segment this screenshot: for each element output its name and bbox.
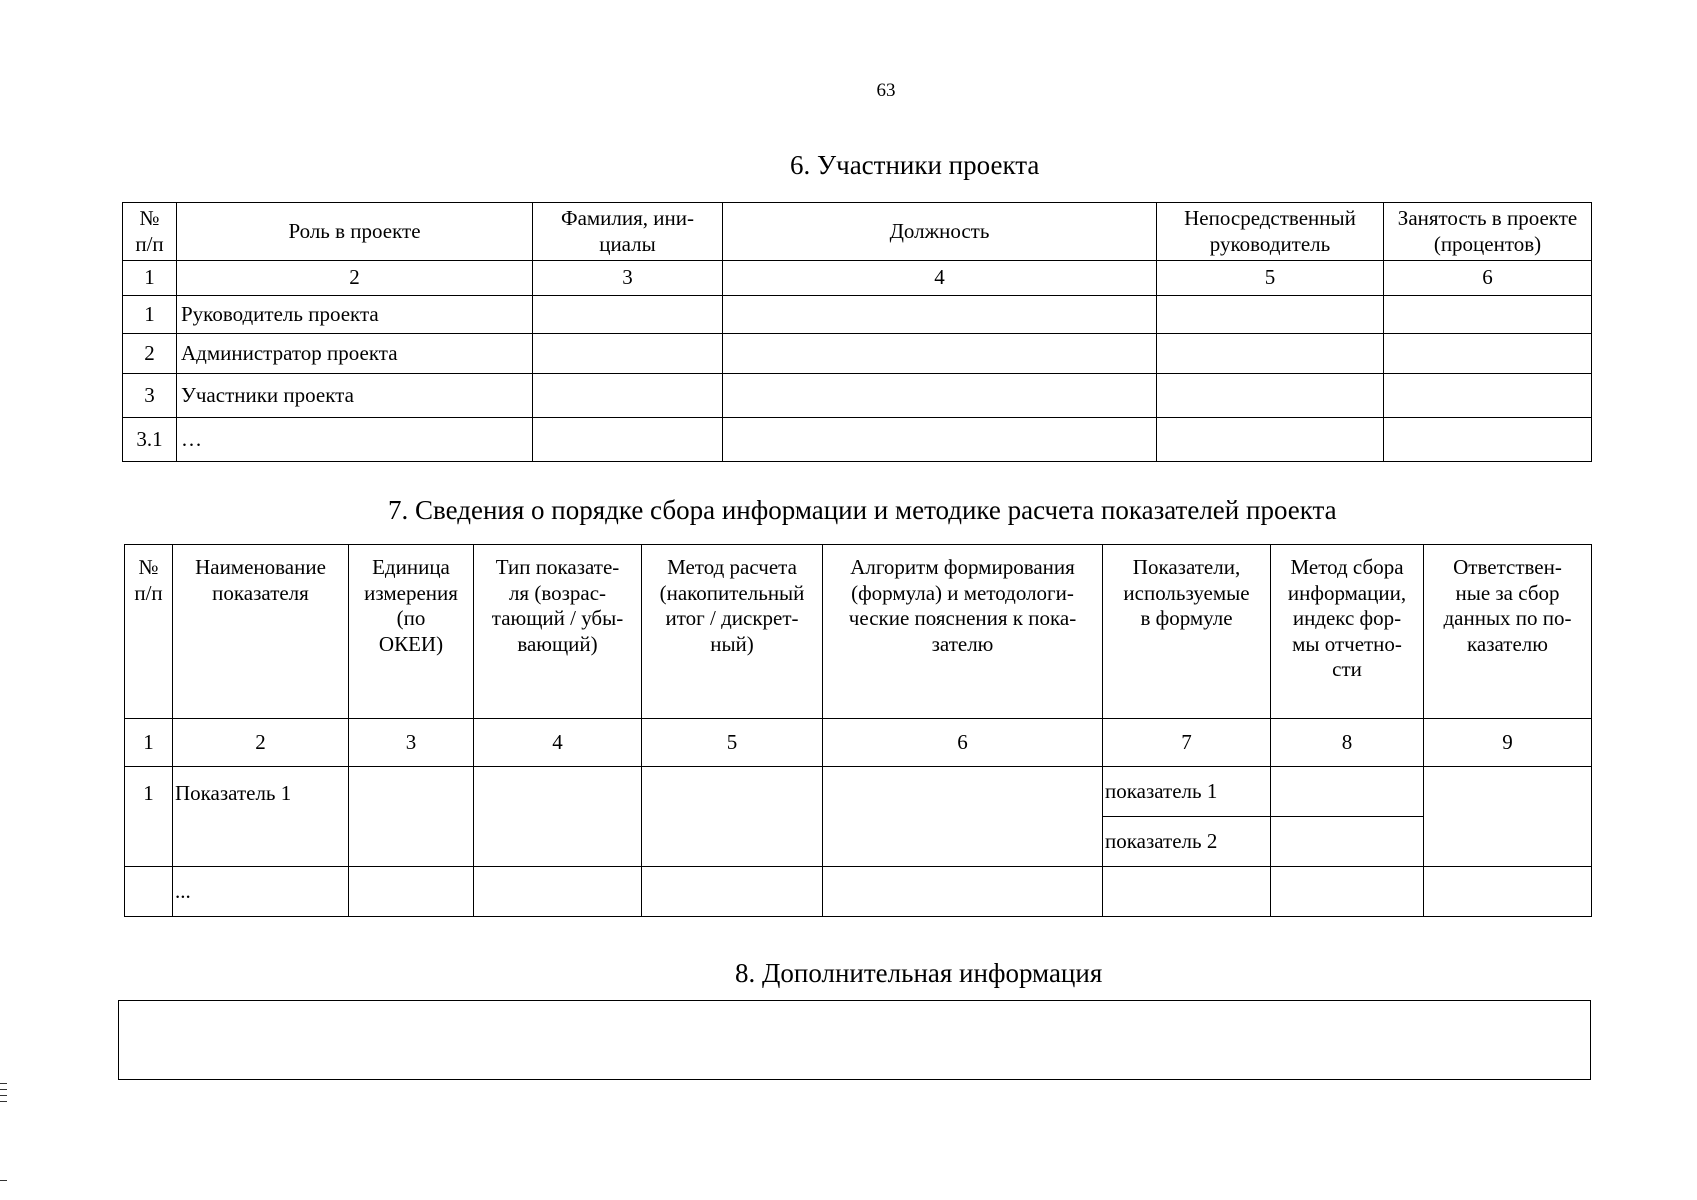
- empty-cell: [1384, 374, 1592, 418]
- column-number: 1: [123, 261, 177, 296]
- empty-cell: [723, 374, 1157, 418]
- empty-cell: [723, 296, 1157, 334]
- formula-indicator-cell: показатель 1: [1103, 767, 1271, 817]
- row-number: 1: [123, 296, 177, 334]
- header-cell: Показатели, используемые в формуле: [1103, 545, 1271, 719]
- empty-cell: [1384, 418, 1592, 462]
- empty-cell: [1157, 296, 1384, 334]
- column-number: 7: [1103, 719, 1271, 767]
- column-number: 1: [125, 719, 173, 767]
- column-number: 4: [474, 719, 642, 767]
- empty-cell: [1384, 334, 1592, 374]
- empty-cell: [1384, 296, 1592, 334]
- empty-cell: [349, 867, 474, 917]
- empty-cell: [1271, 767, 1424, 817]
- empty-cell: [533, 334, 723, 374]
- empty-cell: [1424, 867, 1592, 917]
- header-cell: Тип показате- ля (возрас- тающий / убы- вающий): [474, 545, 642, 719]
- empty-cell: [474, 767, 642, 867]
- header-cell: Должность: [723, 203, 1157, 261]
- empty-cell: [823, 767, 1103, 867]
- row-number: 2: [123, 334, 177, 374]
- indicator-name-cell: ...: [173, 867, 349, 917]
- empty-cell: [1271, 867, 1424, 917]
- role-cell: Участники проекта: [177, 374, 533, 418]
- section-7-title: 7. Сведения о порядке сбора информации и методике расчета показателей проекта: [388, 495, 1337, 525]
- role-cell: …: [177, 418, 533, 462]
- project-participants-table: [122, 202, 1592, 462]
- empty-cell: [1424, 767, 1592, 867]
- additional-info-box: [118, 1000, 1591, 1080]
- header-cell: Наименование показателя: [173, 545, 349, 719]
- scan-edge-mark: [0, 1089, 7, 1090]
- indicator-name-cell: Показатель 1: [173, 767, 349, 867]
- header-cell: Занятость в проекте (процентов): [1384, 203, 1592, 261]
- column-number: 8: [1271, 719, 1424, 767]
- column-number-row: [125, 719, 1592, 767]
- scan-edge-mark: [0, 1101, 7, 1102]
- table-header-row: [125, 545, 1592, 719]
- empty-cell: [1103, 867, 1271, 917]
- section-8-title: 8. Дополнительная информация: [735, 958, 1103, 988]
- empty-cell: [533, 374, 723, 418]
- role-cell: Руководитель проекта: [177, 296, 533, 334]
- column-number: 3: [533, 261, 723, 296]
- indicators-methodology-table: [124, 544, 1592, 917]
- header-cell: Роль в проекте: [177, 203, 533, 261]
- empty-cell: [1157, 418, 1384, 462]
- table-row: [125, 867, 1592, 917]
- formula-indicator-cell: показатель 2: [1103, 817, 1271, 867]
- header-cell: Ответствен- ные за сбор данных по по- казателю: [1424, 545, 1592, 719]
- table-row: [123, 374, 1592, 418]
- empty-cell: [474, 867, 642, 917]
- table-row: [123, 296, 1592, 334]
- column-number: 6: [1384, 261, 1592, 296]
- empty-cell: [349, 767, 474, 867]
- column-number: 9: [1424, 719, 1592, 767]
- empty-cell: [642, 767, 823, 867]
- header-cell: Единица измерения (по ОКЕИ): [349, 545, 474, 719]
- role-cell: Администратор проекта: [177, 334, 533, 374]
- column-number: 3: [349, 719, 474, 767]
- empty-cell: [1271, 817, 1424, 867]
- header-cell: Метод сбора информации, индекс фор- мы отчетно- сти: [1271, 545, 1424, 719]
- row-number: 3.1: [123, 418, 177, 462]
- table-row: [123, 334, 1592, 374]
- column-number: 2: [177, 261, 533, 296]
- scan-edge-mark: [0, 1083, 7, 1084]
- column-number: 6: [823, 719, 1103, 767]
- empty-cell: [723, 418, 1157, 462]
- scan-edge-mark: [0, 1180, 7, 1181]
- row-number: 3: [123, 374, 177, 418]
- header-cell: № п/п: [123, 203, 177, 261]
- row-number: 1: [125, 767, 173, 867]
- empty-cell: [125, 867, 173, 917]
- empty-cell: [533, 296, 723, 334]
- column-number: 5: [1157, 261, 1384, 296]
- section-6-title: 6. Участники проекта: [790, 150, 1040, 180]
- header-cell: Фамилия, ини- циалы: [533, 203, 723, 261]
- table-header-row: [123, 203, 1592, 261]
- page-number: 63: [876, 80, 896, 101]
- column-number: 2: [173, 719, 349, 767]
- empty-cell: [1157, 334, 1384, 374]
- header-cell: Метод расчета (накопительный итог / дискрет- ный): [642, 545, 823, 719]
- empty-cell: [823, 867, 1103, 917]
- column-number: 5: [642, 719, 823, 767]
- empty-cell: [1157, 374, 1384, 418]
- scan-edge-mark: [0, 1095, 7, 1096]
- empty-cell: [533, 418, 723, 462]
- table-row: [125, 767, 1592, 817]
- table-row: [123, 418, 1592, 462]
- empty-cell: [723, 334, 1157, 374]
- header-cell: Алгоритм формирования (формула) и методологи- ческие пояснения к пока- зателю: [823, 545, 1103, 719]
- empty-cell: [642, 867, 823, 917]
- header-cell: Непосредственный руководитель: [1157, 203, 1384, 261]
- header-cell: № п/п: [125, 545, 173, 719]
- column-number: 4: [723, 261, 1157, 296]
- column-number-row: [123, 261, 1592, 296]
